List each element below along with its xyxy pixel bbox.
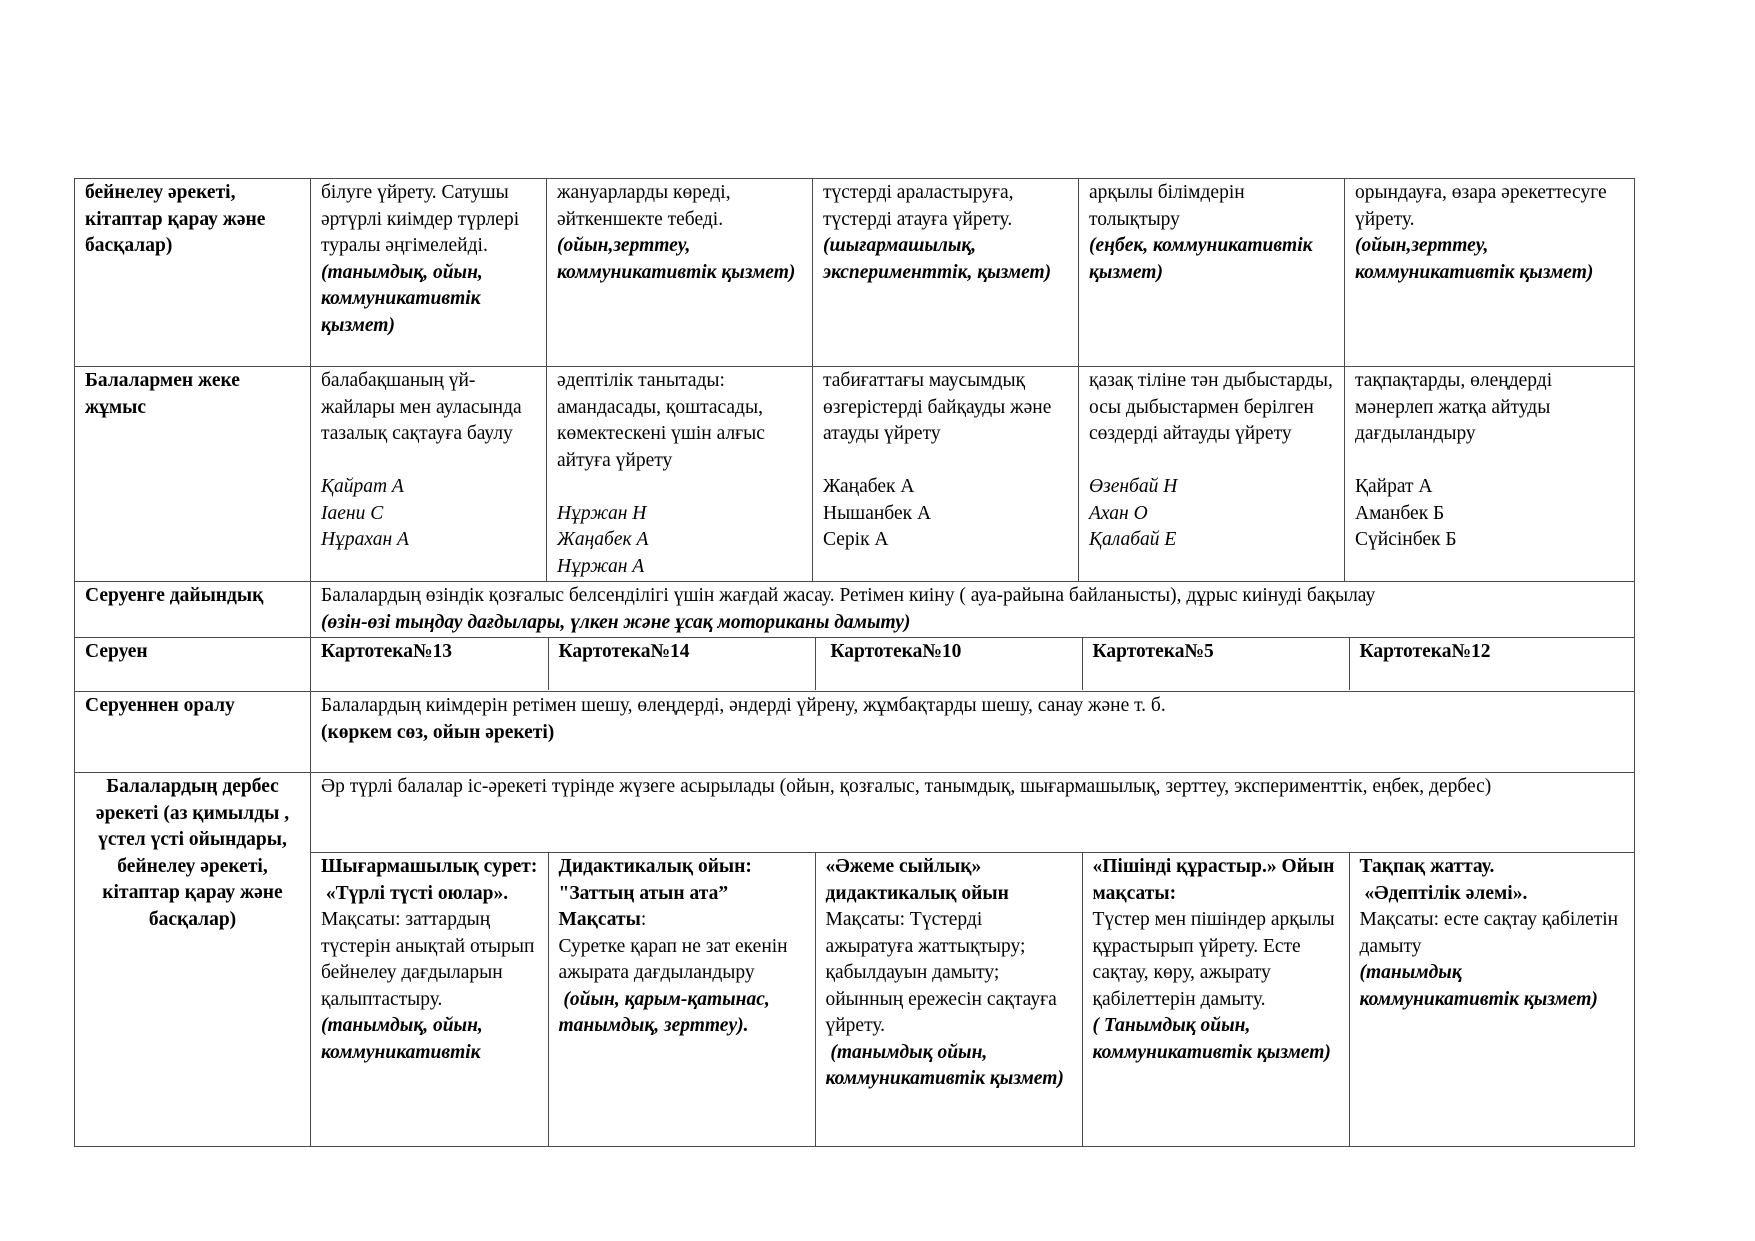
cell-text: Балалардың өзіндік қозғалыс белсенділігі үшін жағдай жасау. Ретімен киіну ( ауа-райына байланысты), дұрыс киінуді бақылау xyxy=(321,585,1376,606)
game-subtitle: «Әдептілік әлемі». xyxy=(1359,882,1528,904)
cell-activity: (ойын,зерттеу, коммуникативтік қызмет) xyxy=(557,235,796,283)
game-subtitle: «Түрлі түсті оюлар». xyxy=(321,882,509,904)
cell-activity: (еңбек, коммуникативтік қызмет) xyxy=(1089,235,1313,283)
row-walk xyxy=(75,638,1635,692)
row-label-text: бейнелеу әрекеті, кітаптар қарау және басқалар) xyxy=(85,182,266,256)
child-name: Нұржан Н xyxy=(557,502,647,524)
child-name: Іаени С xyxy=(321,502,384,524)
child-name: Жаңабек А xyxy=(557,529,649,550)
game-cell xyxy=(548,853,815,1146)
table-cell-wide xyxy=(311,582,1635,638)
card-file: Картотека№10 xyxy=(815,638,1082,690)
table-cell xyxy=(547,179,813,367)
row-individual-work xyxy=(75,367,1635,582)
row-label xyxy=(75,692,311,773)
game-title: Дидактикалық ойын: "Заттың атын ата” xyxy=(558,856,752,904)
game-activity: (танымдық, ойын, коммуникативтік xyxy=(321,1015,483,1063)
table-cell xyxy=(1079,367,1345,582)
games-cells xyxy=(311,853,1635,1147)
cell-activity: (шығармашылық, эксперименттік, қызмет) xyxy=(823,235,1052,283)
child-name: Аманбек Б xyxy=(1355,502,1445,524)
table-cell xyxy=(1345,367,1635,582)
cell-text: қазақ тіліне тән дыбыстарды, осы дыбыстармен берілген сөздерді айтауды үйрету xyxy=(1089,370,1333,444)
row-return xyxy=(75,692,1635,773)
cell-text: арқылы білімдерін толықтыру xyxy=(1089,182,1245,230)
game-cell xyxy=(1082,853,1349,1146)
table-cell xyxy=(1345,179,1635,367)
game-cell xyxy=(815,853,1082,1146)
child-name: Сүйсінбек Б xyxy=(1355,529,1457,550)
cell-text: түстерді араластыруға, түстерді атауға үйрету. xyxy=(823,182,1014,230)
row-label xyxy=(75,582,311,638)
cell-text: жануарларды көреді, әйткеншекте тебеді. xyxy=(557,182,731,230)
game-activity: ( Танымдық ойын, коммуникативтік қызмет) xyxy=(1092,1015,1331,1063)
card-file: Картотека№14 xyxy=(548,638,815,690)
game-body: Суретке қарап не зат екенін ажырата дағдыландыру xyxy=(558,935,788,983)
cell-text: орындауға, өзара әрекеттесуге үйрету. xyxy=(1355,182,1607,230)
game-title: «Пішінді құрастыр.» Ойын мақсаты: xyxy=(1092,856,1335,904)
spacer xyxy=(557,474,802,501)
row-label-text: Балалардың дербес әрекеті (аз қимылды , үстел үсті ойындары, бейнелеу әрекеті, кітаптар қарау және басқалар) xyxy=(95,776,290,930)
table-cell xyxy=(311,367,547,582)
cell-text: Балалардың киімдерін ретімен шешу, өлеңдерді, әндерді үйрену, жұмбақтарды шешу, санау және т. б. xyxy=(321,695,1166,716)
table-cell-wide xyxy=(311,773,1635,853)
walk-subtable xyxy=(311,638,1634,690)
child-name: Нұрахан А xyxy=(321,529,409,550)
row-walk-prep xyxy=(75,582,1635,638)
child-name: Ахан О xyxy=(1089,502,1148,524)
table-cell xyxy=(813,179,1079,367)
child-name: Нұржан А xyxy=(557,555,645,577)
table-cell xyxy=(311,179,547,367)
child-name: Жаңабек А xyxy=(823,476,915,497)
child-name: Нышанбек А xyxy=(823,502,932,524)
child-name: Серік А xyxy=(823,529,889,550)
card-file: Картотека№5 xyxy=(1082,638,1349,690)
table-cell-wide xyxy=(311,692,1635,773)
row-activity-top xyxy=(75,179,1635,367)
cell-note: (өзін-өзі тыңдау дағдылары, үлкен және ұсақ моториканы дамыту) xyxy=(321,611,911,633)
cell-text: балабақшаның үй-жайлары мен ауласында тазалық сақтауға баулу xyxy=(321,370,522,444)
row-label-text: Балалармен жеке жұмыс xyxy=(85,370,240,418)
cell-activity: (ойын,зерттеу, коммуникативтік қызмет) xyxy=(1355,235,1594,283)
child-name: Қалабай Е xyxy=(1089,529,1177,550)
row-label-text: Серуенге дайындық xyxy=(85,585,264,606)
row-independent-intro xyxy=(75,773,1635,853)
spacer xyxy=(1089,448,1334,475)
row-label xyxy=(75,773,311,1147)
game-title: «Әжеме сыйлық» дидактикалық ойын xyxy=(825,856,1009,904)
game-body: Мақсаты: заттардың түстерін анықтай отырып бейнелеу дағдыларын қалыптастыру. xyxy=(321,909,535,1010)
child-name: Қайрат А xyxy=(1355,476,1433,497)
table-cell xyxy=(547,367,813,582)
card-file: Картотека№13 xyxy=(311,638,548,690)
daily-plan-table xyxy=(74,178,1635,1147)
game-body: Түстер мен пішіндер арқылы құрастырып үйрету. Есте сақтау, көру, ажырату қабілеттерін дамыту. xyxy=(1092,909,1335,1010)
cell-text: Әр түрлі балалар іс-әрекеті түрінде жүзеге асырылады (ойын, қозғалыс, танымдық, шығармашылық, зерттеу, эксперименттік, еңбек, дербес) xyxy=(321,776,1492,797)
row-label-text: Серуен xyxy=(85,641,148,662)
game-goal-colon: : xyxy=(640,909,647,930)
child-name: Өзенбай Н xyxy=(1089,476,1178,497)
table-cell xyxy=(1079,179,1345,367)
game-cell xyxy=(1349,853,1634,1146)
row-label xyxy=(75,179,311,367)
game-goal-label: Мақсаты xyxy=(558,909,641,930)
walk-cells xyxy=(311,638,1635,692)
spacer xyxy=(321,448,536,475)
game-activity: (танымдық коммуникативтік қызмет) xyxy=(1359,962,1598,1010)
table-cell xyxy=(813,367,1079,582)
row-label xyxy=(75,638,311,692)
games-subtable xyxy=(311,853,1634,1146)
game-cell xyxy=(311,853,548,1146)
game-body: Мақсаты: есте сақтау қабілетін дамыту xyxy=(1359,909,1619,957)
game-body: Мақсаты: Түстерді ажыратуға жаттықтыру; қабылдауын дамыту; ойынның ережесін сақтауға үйрету. xyxy=(825,909,1057,1036)
cell-activity: (танымдық, ойын, коммуникативтік қызмет) xyxy=(321,261,483,336)
game-title: Тақпақ жаттау. xyxy=(1359,856,1495,877)
spacer xyxy=(823,448,1068,475)
cell-text: әдептілік танытады: амандасады, қоштасады, көмектескені үшін алғыс айтуға үйрету xyxy=(557,370,765,471)
game-activity: (танымдық ойын, коммуникативтік қызмет) xyxy=(825,1041,1064,1089)
cell-note: (көркем сөз, ойын әрекеті) xyxy=(321,721,555,743)
card-file: Картотека№12 xyxy=(1359,641,1491,662)
row-label-text: Серуеннен оралу xyxy=(85,695,235,716)
cell-text: тақпақтарды, өлеңдерді мәнерлеп жатқа айтуды дағдыландыру xyxy=(1355,370,1553,444)
spacer xyxy=(1355,448,1624,475)
cell-text: табиғаттағы маусымдық өзгерістерді байқауды және атауды үйрету xyxy=(823,370,1052,444)
child-name: Қайрат А xyxy=(321,476,404,497)
row-label xyxy=(75,367,311,582)
cell-text: білуге үйрету. Сатушы әртүрлі киімдер түрлері туралы әңгімелейді. xyxy=(321,182,520,256)
game-title: Шығармашылық сурет: xyxy=(321,856,538,877)
game-activity: (ойын, қарым-қатынас, танымдық, зерттеу). xyxy=(558,988,775,1036)
